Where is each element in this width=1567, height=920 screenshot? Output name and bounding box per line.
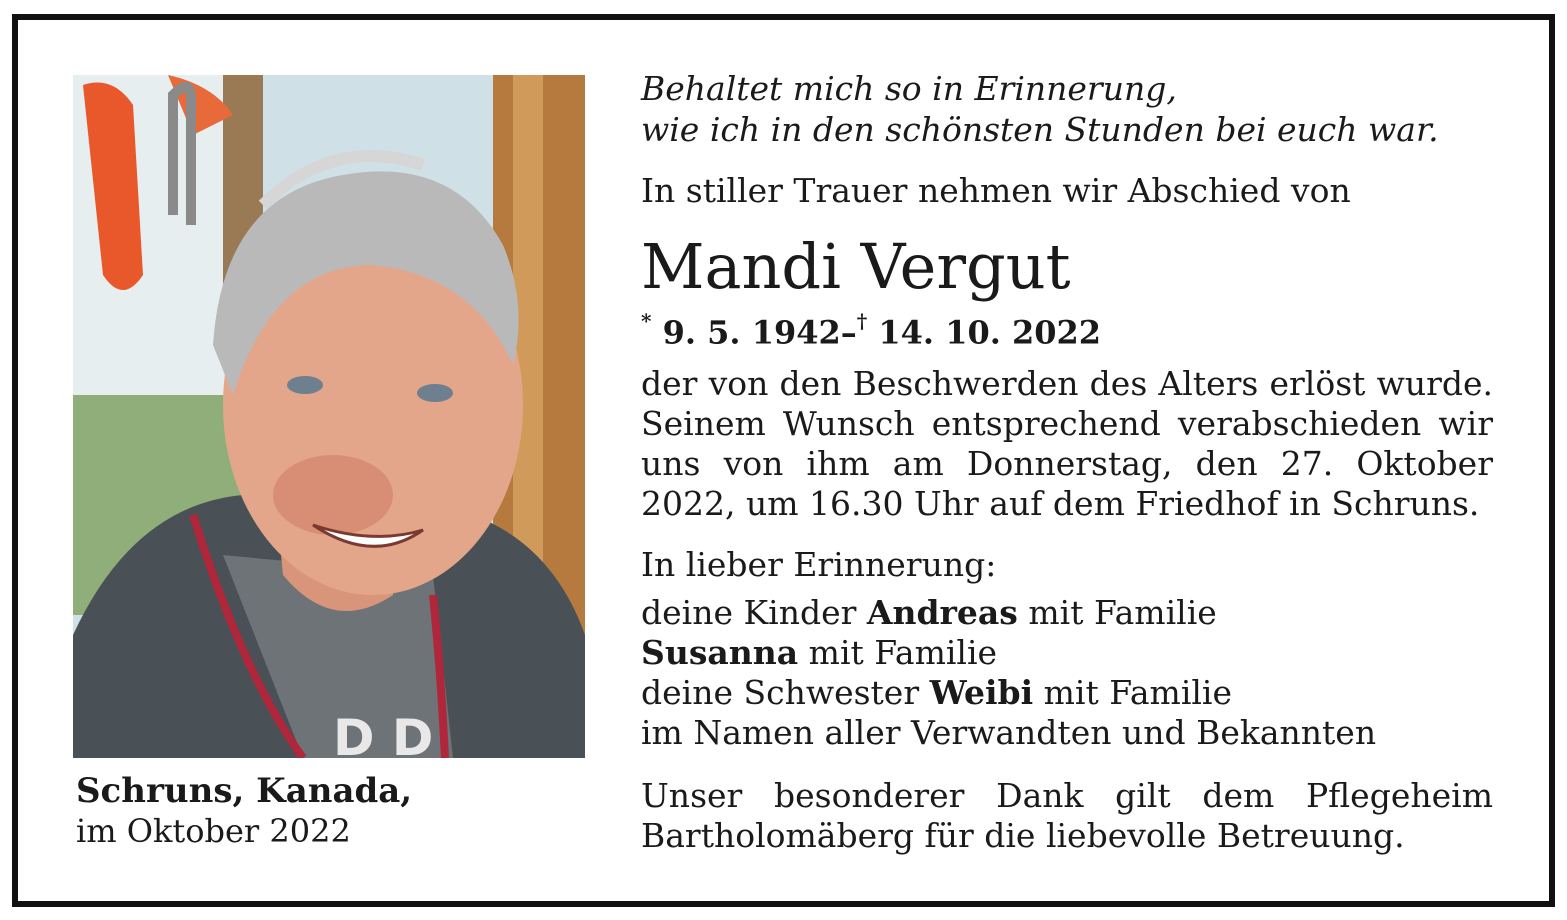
memorial-motto (641, 68, 1493, 150)
death-date: 14. 10. 2022 (878, 313, 1102, 352)
remembrance-heading: In lieber Erinnerung: (641, 545, 997, 584)
life-dates (641, 303, 1493, 355)
funeral-notice: der von den Beschwerden des Alters erlöst wurde. Seinem Wunsch entsprechend verabschieden wir uns von ihm am Donnerstag, den 27. Oktober 2022, um 16.30 Uhr auf dem Friedhof in Schruns. (641, 364, 1493, 523)
birth-symbol: * (641, 309, 652, 333)
date-separator: – (840, 313, 857, 352)
svg-text:D D: D D (333, 709, 434, 758)
mourner-line (641, 673, 1493, 713)
caption-date: im Oktober 2022 (76, 812, 351, 850)
motto-line-2: wie ich in den schönsten Stunden bei euch war. (641, 110, 1439, 149)
mourner-prefix: deine Schwester (641, 673, 930, 712)
mourner-suffix: mit Familie (1017, 593, 1217, 632)
mourner-line: im Namen aller Verwandten und Bekannten (641, 713, 1377, 752)
mourner-line (641, 633, 1493, 673)
portrait-illustration (73, 75, 585, 758)
mourner-suffix: mit Familie (1033, 673, 1233, 712)
mourners-list (641, 593, 1493, 753)
intro-text: In stiller Trauer nehmen wir Abschied von (641, 171, 1351, 210)
birth-date: 9. 5. 1942 (662, 313, 841, 352)
motto-line-1: Behaltet mich so in Erinnerung, (641, 69, 1177, 108)
mourner-name: Weibi (929, 673, 1034, 712)
photo-caption (76, 771, 596, 851)
mourner-name: Andreas (866, 593, 1018, 632)
deceased-name: Mandi Vergut (641, 230, 1071, 303)
death-symbol: † (856, 309, 868, 333)
mourner-suffix: mit Familie (798, 633, 998, 672)
portrait-photo (73, 75, 585, 758)
caption-place: Schruns, Kanada, (76, 771, 413, 811)
thanks-note: Unser besonderer Dank gilt dem Pflegeheim Bartholomäberg für die liebevolle Betreuung. (641, 776, 1493, 855)
mourner-prefix: deine Kinder (641, 593, 867, 632)
mourner-line (641, 593, 1493, 633)
mourner-name: Susanna (641, 633, 799, 672)
